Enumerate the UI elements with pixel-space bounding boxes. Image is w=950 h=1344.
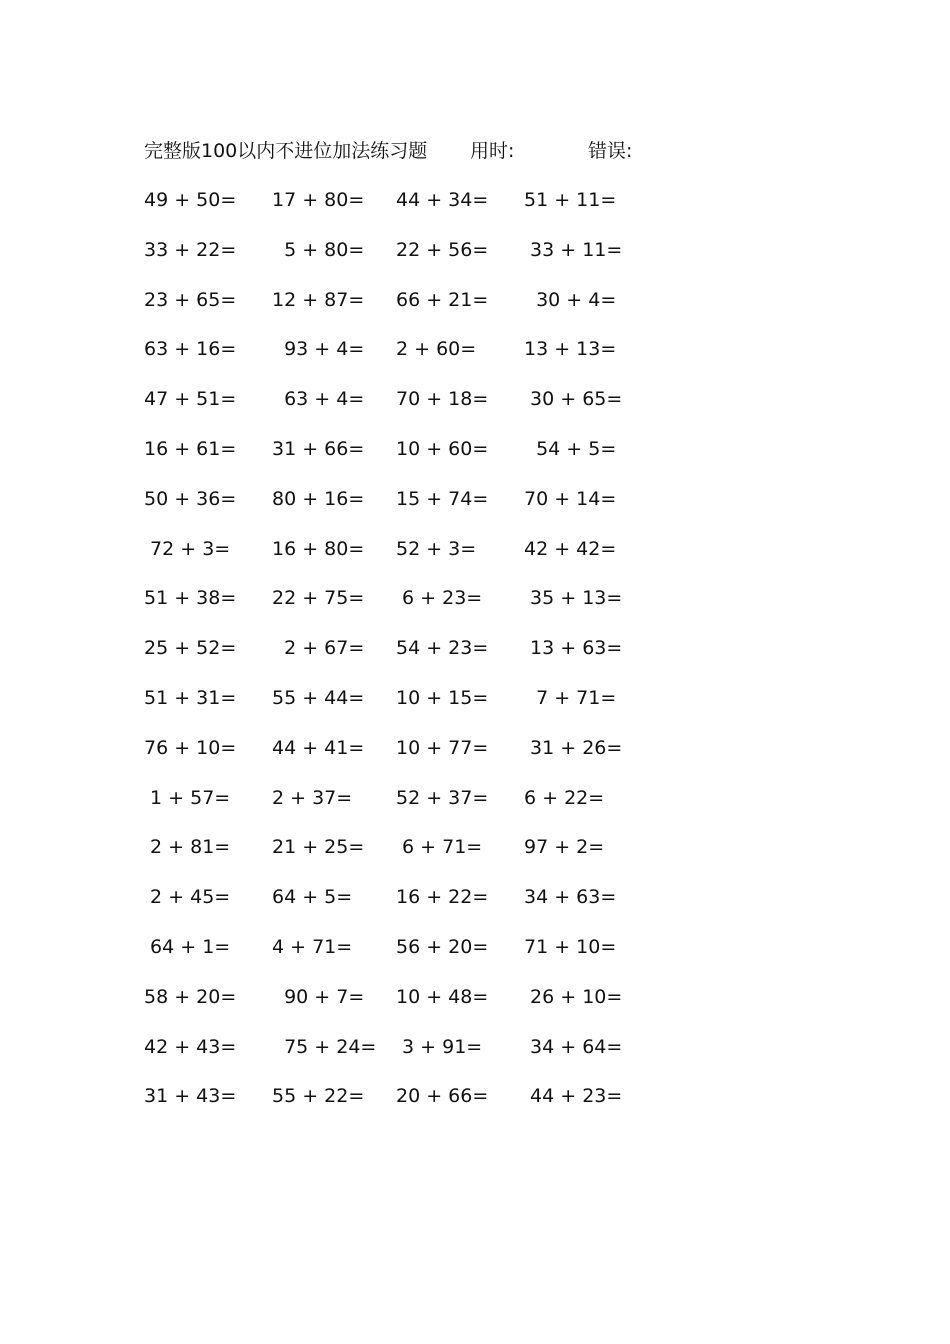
addition-problem: 31 + 66=: [272, 437, 365, 460]
addition-problem: 35 + 13=: [524, 587, 623, 610]
problem-row: [144, 485, 644, 535]
addition-problem: 16 + 22=: [396, 886, 489, 909]
addition-problem: 75 + 24=: [272, 1035, 377, 1058]
addition-problem: 2 + 37=: [272, 786, 353, 809]
addition-problem: 63 + 16=: [144, 338, 237, 361]
problem-row: [144, 236, 644, 286]
addition-problem: 6 + 71=: [396, 836, 483, 859]
addition-problem: 51 + 11=: [524, 189, 617, 211]
addition-problem: 13 + 63=: [524, 637, 623, 660]
addition-problem: 10 + 77=: [396, 736, 489, 759]
addition-problem: 55 + 22=: [272, 1085, 365, 1108]
addition-problem: 30 + 65=: [524, 388, 623, 411]
addition-problem: 22 + 75=: [272, 587, 365, 610]
addition-problem: 70 + 18=: [396, 388, 489, 411]
addition-problem: 51 + 31=: [144, 686, 237, 709]
addition-problem: 52 + 3=: [396, 537, 477, 560]
addition-problem: 2 + 45=: [144, 886, 231, 909]
addition-problem: 31 + 43=: [144, 1085, 237, 1108]
addition-problem: 12 + 87=: [272, 288, 365, 311]
addition-problem: 20 + 66=: [396, 1085, 489, 1108]
addition-problem: 13 + 13=: [524, 338, 617, 361]
problem-row: [144, 1082, 644, 1132]
addition-problem: 2 + 60=: [396, 338, 477, 361]
addition-problem: 93 + 4=: [272, 338, 365, 361]
addition-problem: 23 + 65=: [144, 288, 237, 311]
problem-row: [144, 933, 644, 983]
problem-row: [144, 883, 644, 933]
addition-problem: 33 + 11=: [524, 238, 623, 261]
errors-label: 错误:: [588, 140, 633, 162]
problem-row: [144, 634, 644, 684]
addition-problem: 97 + 2=: [524, 836, 605, 859]
addition-problem: 54 + 5=: [524, 437, 617, 460]
addition-problem: 16 + 61=: [144, 437, 237, 460]
addition-problem: 55 + 44=: [272, 686, 365, 709]
addition-problem: 1 + 57=: [144, 786, 231, 809]
addition-problem: 6 + 23=: [396, 587, 483, 610]
addition-problem: 10 + 48=: [396, 985, 489, 1008]
addition-problem: 64 + 1=: [144, 935, 231, 958]
addition-problem: 72 + 3=: [144, 537, 231, 560]
problem-row: [144, 584, 644, 634]
addition-problem: 10 + 60=: [396, 437, 489, 460]
addition-problem: 26 + 10=: [524, 985, 623, 1008]
addition-problem: 22 + 56=: [396, 238, 489, 261]
addition-problem: 64 + 5=: [272, 886, 353, 909]
addition-problem: 10 + 15=: [396, 686, 489, 709]
addition-problem: 7 + 71=: [524, 686, 617, 709]
addition-problem: 47 + 51=: [144, 388, 237, 411]
addition-problem: 21 + 25=: [272, 836, 365, 859]
addition-problem: 42 + 42=: [524, 537, 617, 560]
problem-row: [144, 784, 644, 834]
problem-row: [144, 385, 644, 435]
problem-row: [144, 734, 644, 784]
addition-problem: 44 + 34=: [396, 189, 489, 211]
addition-problem: 63 + 4=: [272, 388, 365, 411]
addition-problem: 33 + 22=: [144, 238, 237, 261]
addition-problem: 16 + 80=: [272, 537, 365, 560]
addition-problem: 56 + 20=: [396, 935, 489, 958]
addition-problem: 58 + 20=: [144, 985, 237, 1008]
addition-problem: 31 + 26=: [524, 736, 623, 759]
addition-problem: 17 + 80=: [272, 189, 365, 211]
addition-problem: 66 + 21=: [396, 288, 489, 311]
addition-problem: 70 + 14=: [524, 487, 617, 510]
worksheet-title: 完整版100以内不进位加法练习题: [144, 140, 428, 162]
addition-problem: 6 + 22=: [524, 786, 605, 809]
addition-problem: 52 + 37=: [396, 786, 489, 809]
problem-grid: [144, 186, 644, 1132]
problem-row: [144, 186, 644, 236]
addition-problem: 2 + 81=: [144, 836, 231, 859]
worksheet-header: [144, 137, 764, 165]
addition-problem: 50 + 36=: [144, 487, 237, 510]
problem-row: [144, 435, 644, 485]
problem-row: [144, 983, 644, 1033]
addition-problem: 80 + 16=: [272, 487, 365, 510]
addition-problem: 2 + 67=: [272, 637, 365, 660]
problem-row: [144, 335, 644, 385]
addition-problem: 49 + 50=: [144, 189, 237, 211]
addition-problem: 71 + 10=: [524, 935, 617, 958]
addition-problem: 51 + 38=: [144, 587, 237, 610]
addition-problem: 34 + 63=: [524, 886, 617, 909]
addition-problem: 4 + 71=: [272, 935, 353, 958]
addition-problem: 30 + 4=: [524, 288, 617, 311]
problem-row: [144, 833, 644, 883]
addition-problem: 5 + 80=: [272, 238, 365, 261]
addition-problem: 44 + 41=: [272, 736, 365, 759]
problem-row: [144, 684, 644, 734]
addition-problem: 54 + 23=: [396, 637, 489, 660]
addition-problem: 3 + 91=: [396, 1035, 483, 1058]
problem-row: [144, 535, 644, 585]
problem-row: [144, 286, 644, 336]
addition-problem: 42 + 43=: [144, 1035, 237, 1058]
addition-problem: 15 + 74=: [396, 487, 489, 510]
addition-problem: 44 + 23=: [524, 1085, 623, 1108]
addition-problem: 90 + 7=: [272, 985, 365, 1008]
addition-problem: 76 + 10=: [144, 736, 237, 759]
time-used-label: 用时:: [470, 140, 515, 162]
addition-problem: 25 + 52=: [144, 637, 237, 660]
addition-problem: 34 + 64=: [524, 1035, 623, 1058]
problem-row: [144, 1033, 644, 1083]
